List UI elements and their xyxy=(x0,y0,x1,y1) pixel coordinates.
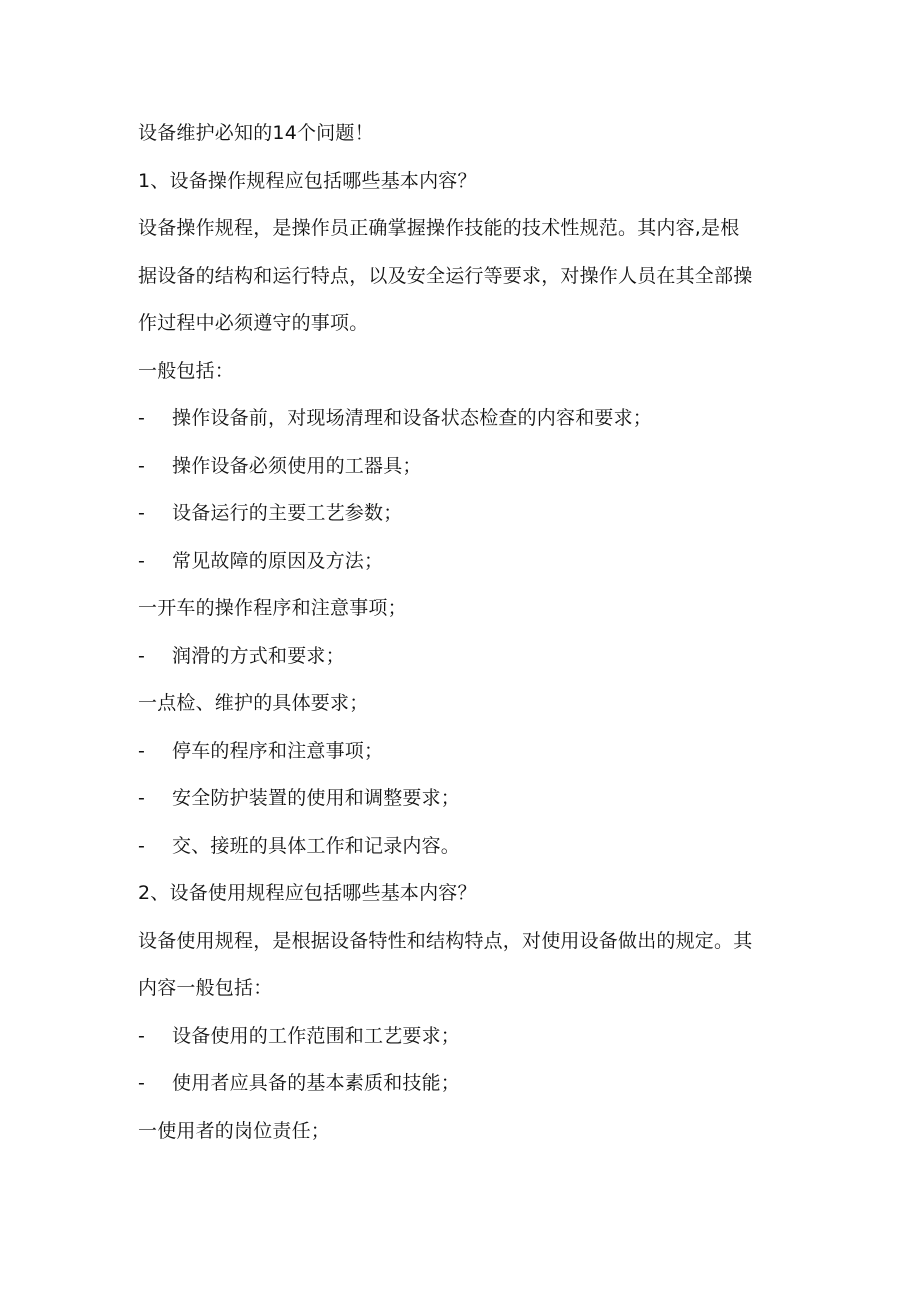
bullet-item xyxy=(138,633,798,681)
bullet-dash: - xyxy=(138,834,146,857)
paragraph-line: 2、设备使用规程应包括哪些基本内容？ xyxy=(138,882,477,904)
bullet-dash: - xyxy=(138,1072,146,1094)
bullet-text: 设备使用的工作范围和工艺要求； xyxy=(172,1024,461,1047)
bullet-item xyxy=(138,775,798,823)
bullet-text: 操作设备前，对现场清理和设备状态检查的内容和要求； xyxy=(172,407,653,429)
paragraph-line: 一使用者的岗位责任； xyxy=(138,1119,331,1142)
bullet-item xyxy=(138,728,798,776)
bullet-item xyxy=(138,443,798,491)
bullet-text: 设备运行的主要工艺参数； xyxy=(172,502,403,524)
paragraph-line: 一点检、维护的具体要求； xyxy=(138,692,369,714)
bullet-item xyxy=(138,490,798,538)
paragraph-line: 设备使用规程，是根据设备特性和结构特点，对使用设备做出的规定。其 xyxy=(138,929,753,952)
bullet-item xyxy=(138,1013,798,1061)
paragraph-line: 1、设备操作规程应包括哪些基本内容？ xyxy=(138,169,477,192)
bullet-text: 操作设备必须使用的工器具； xyxy=(172,454,422,477)
bullet-dash: - xyxy=(138,454,146,477)
bullet-dash: - xyxy=(138,739,146,762)
bullet-dash: - xyxy=(138,502,146,524)
paragraph-line: 一般包括： xyxy=(138,359,235,382)
bullet-item xyxy=(138,395,798,443)
bullet-dash: - xyxy=(138,644,146,667)
bullet-text: 停车的程序和注意事项； xyxy=(172,739,384,762)
paragraph-line: 作过程中必须遵守的事项。 xyxy=(138,312,369,334)
bullet-text: 交、接班的具体工作和记录内容。 xyxy=(172,834,461,857)
bullet-text: 使用者应具备的基本素质和技能； xyxy=(172,1072,461,1094)
bullet-text: 安全防护装置的使用和调整要求； xyxy=(172,787,461,809)
bullet-item xyxy=(138,538,798,586)
document-body xyxy=(138,110,798,1155)
bullet-text: 常见故障的原因及方法； xyxy=(172,549,384,572)
bullet-dash: - xyxy=(138,407,146,429)
bullet-text: 润滑的方式和要求； xyxy=(172,644,345,667)
bullet-dash: - xyxy=(138,787,146,809)
bullet-dash: - xyxy=(138,1024,146,1047)
paragraph-line: 据设备的结构和运行特点，以及安全运行等要求，对操作人员在其全部操 xyxy=(138,264,753,287)
bullet-item xyxy=(138,823,798,871)
bullet-dash: - xyxy=(138,549,146,572)
paragraph-line: 设备维护必知的14个问题！ xyxy=(138,122,374,144)
bullet-item xyxy=(138,1060,798,1108)
paragraph-line: 一开车的操作程序和注意事项； xyxy=(138,597,407,619)
paragraph-line: 设备操作规程，是操作员正确掌握操作技能的技术性规范。其内容,是根 xyxy=(138,217,740,239)
paragraph-line: 内容一般包括： xyxy=(138,977,273,999)
